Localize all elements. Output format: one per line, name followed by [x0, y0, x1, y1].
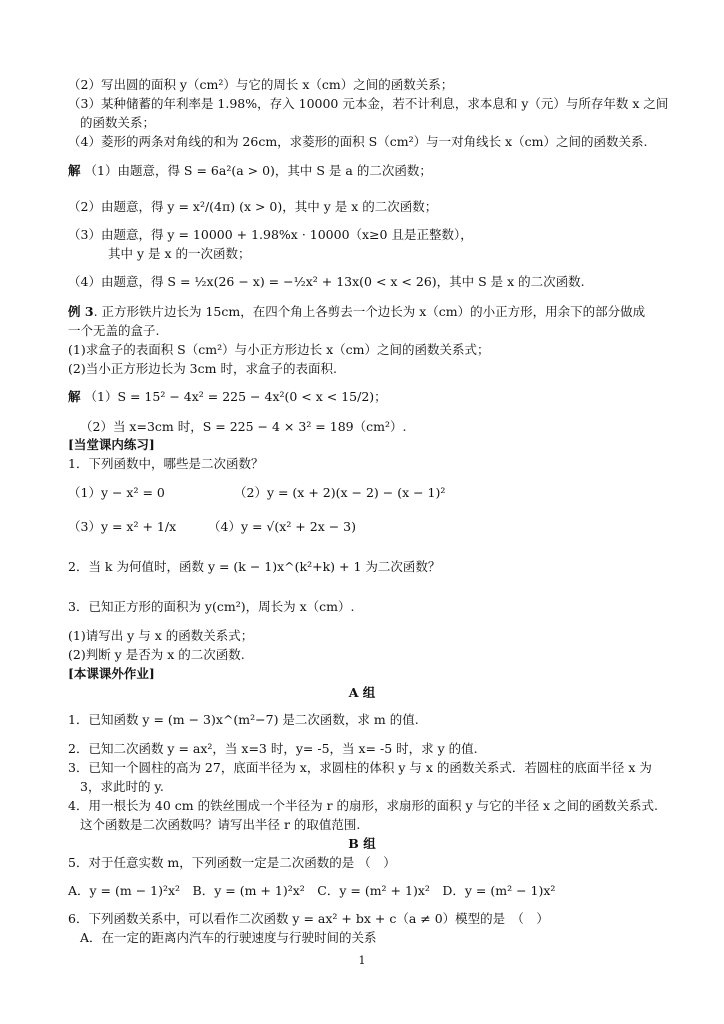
text-line: （2）当 x=3cm 时，S = 225 − 4 × 3² = 189（cm²）.: [80, 419, 407, 434]
text-line: 这个函数是二次函数吗？请写出半径 r 的取值范围.: [80, 817, 361, 832]
page-number: 1: [358, 954, 366, 967]
text-line: 3．已知正方形的面积为 y(cm²)，周长为 x（cm）.: [68, 599, 355, 614]
example-text: . 正方形铁片边长为 15cm，在四个角上各剪去一个边长为 x（cm）的小正方形，用余下的部分做成: [93, 304, 646, 319]
text-line: （3）某种储蓄的年利率是 1.98%，存入 10000 元本金，若不计利息，求本息和 y（元）与所存年数 x 之间: [68, 96, 669, 111]
text-line: 3，求此时的 y.: [80, 779, 164, 794]
solution-label: 解: [68, 163, 81, 178]
text-line: （4）由题意，得 S = ½x(26 − x) = −½x² + 13x(0 < x < 26)，其中 S 是 x 的二次函数.: [68, 274, 585, 289]
text-line: 2．当 k 为何值时，函数 y = (k − 1)x^(k²+k) + 1 为二次函数？: [68, 559, 441, 574]
solution-line: [68, 162, 672, 180]
text-line: A．在一定的距离内汽车的行驶速度与行驶时间的关系: [80, 930, 377, 945]
exercise-row: [68, 484, 672, 502]
text-line: （2）由题意，得 y = x²/(4π) (x > 0)，其中 y 是 x 的二次函数；: [68, 199, 438, 214]
solution-text: （1）由题意，得 S = 6a²(a > 0)，其中 S 是 a 的二次函数；: [84, 163, 432, 178]
text-line: 2．已知二次函数 y = ax²，当 x=3 时，y= -5，当 x= -5 时，求 y 的值.: [68, 741, 478, 756]
section-heading: [本课课外作业]: [68, 666, 155, 681]
solution-text: （1）S = 15² − 4x² = 225 − 4x²(0 < x < 15/2)；: [84, 389, 387, 404]
text-line: 3．已知一个圆柱的高为 27，底面半径为 x，求圆柱的体积 y 与 x 的函数关系式．若圆柱的底面半径 x 为: [68, 760, 652, 775]
text-line: （4）菱形的两条对角线的和为 26cm，求菱形的面积 S（cm²）与一对角线长 x（cm）之间的函数关系.: [68, 134, 648, 149]
option-4: （4）y = √(x² + 2x − 3): [208, 519, 357, 534]
text-line: (1)求盒子的表面积 S（cm²）与小正方形边长 x（cm）之间的函数关系式；: [68, 342, 490, 357]
text-line: 一个无盖的盒子.: [68, 323, 160, 338]
example-label: 例 3: [68, 304, 94, 319]
text-line: 的函数关系；: [80, 115, 156, 130]
section-heading: [当堂课内练习]: [68, 437, 155, 452]
group-heading: B 组: [348, 836, 376, 851]
text-line: （2）写出圆的面积 y（cm²）与它的周长 x（cm）之间的函数关系；: [68, 77, 454, 92]
example-line: [68, 303, 672, 321]
text-line: 1．已知函数 y = (m − 3)x^(m²−7) 是二次函数，求 m 的值.: [68, 712, 419, 727]
option-1: （1）y − x² = 0: [68, 485, 165, 500]
text-line: （3）由题意，得 y = 10000 + 1.98%x · 10000（x≥0 且是正整数），: [68, 227, 473, 242]
solution-label: 解: [68, 389, 81, 404]
option-3: （3）y = x² + 1/x: [68, 519, 177, 534]
option-2: （2）y = (x + 2)(x − 2) − (x − 1)²: [234, 485, 446, 500]
text-line: (1)请写出 y 与 x 的函数关系式；: [68, 628, 254, 643]
text-line: 4．用一根长为 40 cm 的铁丝围成一个半径为 r 的扇形，求扇形的面积 y 与它的半径 x 之间的函数关系式.: [68, 798, 659, 813]
exercise-row: [68, 518, 672, 536]
text-line: (2)判断 y 是否为 x 的二次函数.: [68, 647, 245, 662]
text-line: 1．下列函数中，哪些是二次函数？: [68, 456, 264, 471]
text-line: A．y = (m − 1)²x² B．y = (m + 1)²x² C．y = (m² + 1)x² D．y = (m² − 1)x²: [68, 883, 556, 898]
text-line: 6．下列函数关系中，可以看作二次函数 y = ax² + bx + c（a ≠ 0）模型的是 （ ）: [68, 911, 549, 926]
solution-line: [68, 388, 672, 406]
text-line: 其中 y 是 x 的一次函数；: [108, 246, 251, 261]
text-line: (2)当小正方形边长为 3cm 时，求盒子的表面积.: [68, 361, 337, 376]
group-heading: A 组: [348, 685, 376, 700]
text-line: 5．对于任意实数 m，下列函数一定是二次函数的是 （ ）: [68, 855, 396, 870]
